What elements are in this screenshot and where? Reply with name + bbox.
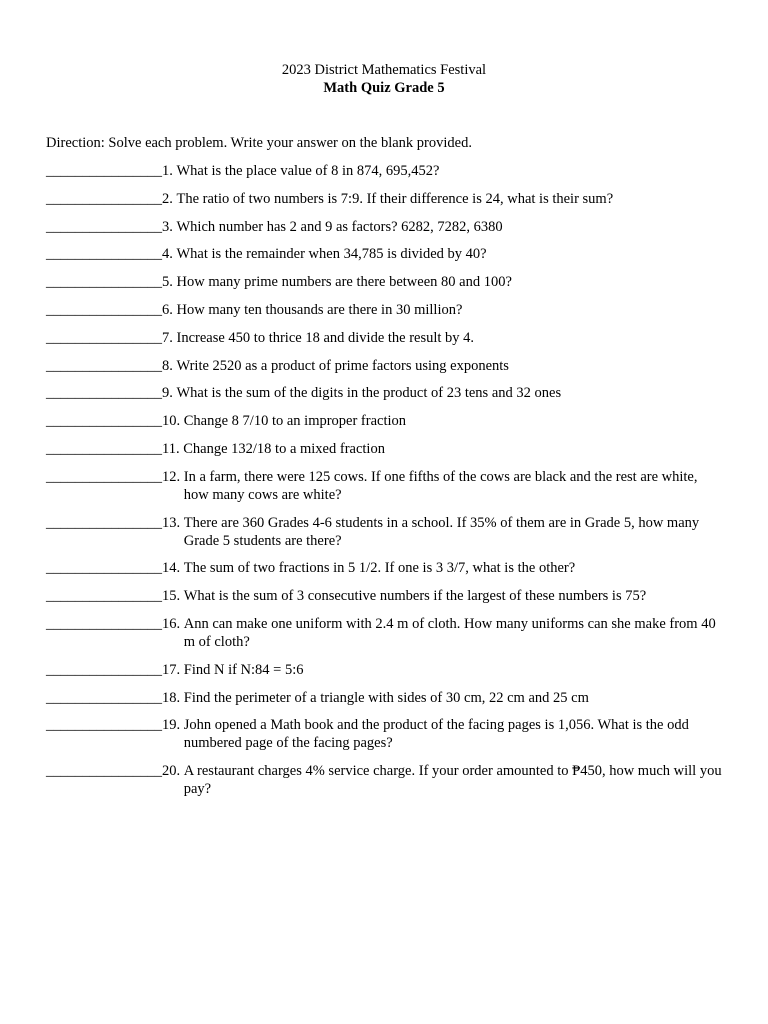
answer-blank: ________________ [46, 440, 162, 457]
directions-text: Direction: Solve each problem. Write your answer on the blank provided. [46, 135, 472, 151]
question-item [46, 559, 726, 577]
question-item [46, 689, 726, 707]
question-text: Change 8 7/10 to an improper fraction [183, 413, 407, 430]
question-item [46, 329, 726, 347]
question-number: 19. [162, 717, 181, 734]
question-item [46, 440, 726, 458]
question-number: 8. [162, 357, 173, 374]
question-number: 6. [162, 301, 173, 318]
question-number: 3. [162, 218, 173, 235]
question-list [46, 162, 726, 808]
question-text: What is the remainder when 34,785 is divided by 40? [176, 246, 487, 263]
question-text: Find the perimeter of a triangle with sides of 30 cm, 22 cm and 25 cm [183, 689, 589, 706]
answer-blank: ________________ [46, 763, 162, 780]
question-text: What is the place value of 8 in 874, 695,452? [176, 163, 440, 179]
answer-blank: ________________ [46, 413, 162, 430]
answer-blank: ________________ [46, 385, 162, 402]
question-number: 5. [162, 274, 173, 291]
question-text: How many prime numbers are there between 80 and 100? [176, 274, 512, 291]
header [0, 61, 768, 97]
question-item [46, 301, 726, 319]
answer-blank: ________________ [46, 274, 162, 291]
answer-blank: ________________ [46, 588, 162, 605]
answer-blank: ________________ [46, 661, 162, 678]
answer-blank: ________________ [46, 560, 162, 577]
quiz-title: Math Quiz Grade 5 [323, 80, 445, 96]
question-item [46, 587, 726, 605]
question-item [46, 514, 726, 550]
question-text: The sum of two fractions in 5 1/2. If one is 3 3/7, what is the other? [183, 560, 576, 577]
answer-blank: ________________ [46, 246, 162, 263]
question-number: 20. [162, 763, 181, 780]
question-item [46, 716, 726, 752]
question-text: Increase 450 to thrice 18 and divide the result by 4. [176, 329, 475, 346]
answer-blank: ________________ [46, 514, 162, 531]
question-item [46, 162, 726, 180]
question-text: Which number has 2 and 9 as factors? 6282, 7282, 6380 [176, 218, 503, 235]
question-text: Ann can make one uniform with 2.4 m of cloth. How many uniforms can she make from 40 m of cloth? [183, 615, 716, 650]
question-item [46, 218, 726, 236]
answer-blank: ________________ [46, 717, 162, 734]
question-number: 11. [162, 440, 180, 457]
question-text: Write 2520 as a product of prime factors using exponents [176, 357, 509, 374]
question-item [46, 468, 726, 504]
event-subtitle: 2023 District Mathematics Festival [281, 62, 487, 78]
question-item [46, 273, 726, 291]
question-text: There are 360 Grades 4-6 students in a school. If 35% of them are in Grade 5, how many Grade 5 students are there? [183, 514, 700, 549]
question-number: 7. [162, 329, 173, 346]
question-number: 17. [162, 661, 181, 678]
question-text: What is the sum of the digits in the product of 23 tens and 32 ones [176, 385, 562, 402]
answer-blank: ________________ [46, 163, 162, 179]
question-number: 13. [162, 514, 181, 531]
question-number: 1. [162, 163, 173, 179]
answer-blank: ________________ [46, 329, 162, 346]
question-text: Find N if N:84 = 5:6 [183, 661, 304, 678]
question-text: How many ten thousands are there in 30 million? [176, 301, 463, 318]
question-number: 2. [162, 190, 173, 207]
question-number: 16. [162, 615, 181, 632]
question-item [46, 412, 726, 430]
question-text: John opened a Math book and the product of the facing pages is 1,056. What is the odd numbered page of the facing pages? [183, 717, 689, 752]
answer-blank: ________________ [46, 615, 162, 632]
answer-blank: ________________ [46, 468, 162, 485]
answer-blank: ________________ [46, 190, 162, 207]
question-number: 10. [162, 413, 181, 430]
question-item [46, 661, 726, 679]
question-text: In a farm, there were 125 cows. If one fifths of the cows are black and the rest are white, how many cows are white? [183, 468, 698, 503]
question-number: 9. [162, 385, 173, 402]
question-item [46, 615, 726, 651]
question-text: The ratio of two numbers is 7:9. If their difference is 24, what is their sum? [176, 190, 614, 207]
answer-blank: ________________ [46, 689, 162, 706]
question-text: Change 132/18 to a mixed fraction [183, 440, 385, 457]
question-number: 15. [162, 588, 181, 605]
question-number: 12. [162, 468, 181, 485]
question-item [46, 190, 726, 208]
answer-blank: ________________ [46, 301, 162, 318]
question-text: What is the sum of 3 consecutive numbers if the largest of these numbers is 75? [183, 588, 647, 605]
question-number: 4. [162, 246, 173, 263]
question-number: 18. [162, 689, 181, 706]
question-item [46, 357, 726, 375]
question-item [46, 384, 726, 402]
question-number: 14. [162, 560, 181, 577]
answer-blank: ________________ [46, 357, 162, 374]
question-item [46, 762, 726, 798]
answer-blank: ________________ [46, 218, 162, 235]
question-item [46, 245, 726, 263]
question-text: A restaurant charges 4% service charge. If your order amounted to ₱450, how much will you pay? [183, 763, 722, 798]
